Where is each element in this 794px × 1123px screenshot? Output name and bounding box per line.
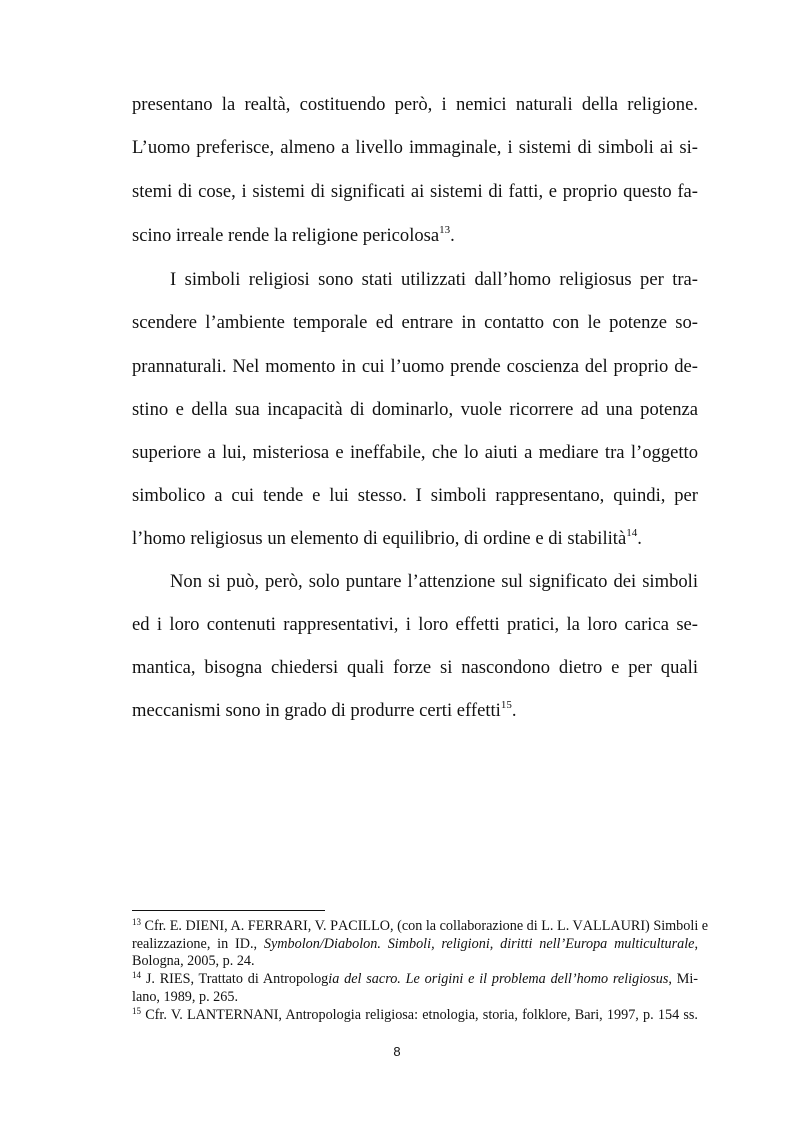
- body-line: scendere l’ambiente temporale ed entrare in contatto con le potenze so-: [132, 312, 698, 333]
- footnote-ref-14: 14: [626, 527, 638, 539]
- footnote-14-line: lano, 1989, p. 265.: [132, 989, 239, 1005]
- footnote-ref-15: 15: [500, 699, 512, 711]
- footnote-13-line: Bologna, 2005, p. 24.: [132, 953, 255, 969]
- body-line: ed i loro contenuti rappresentativi, i loro effetti pratici, la loro carica se-: [132, 614, 698, 635]
- page-number: 8: [393, 1044, 401, 1059]
- body-line: presentano la realtà, costituendo però, i nemici naturali della religione.: [132, 94, 698, 115]
- body-line: I simboli religiosi sono stati utilizzati dall’homo religiosus per tra-: [170, 269, 698, 290]
- footnote-13: $^{13}$ Cfr. E. DIENI, A. FERRARI, V. PACILLO, (con la collaborazione di L. L. VALLAURI) Simboli e: [132, 917, 709, 934]
- body-line: stino e della sua incapacità di dominarlo, vuole ricorrere ad una potenza: [132, 399, 698, 420]
- body-line: scino irreale rende la religione pericolosa$^{13}$.: [132, 224, 455, 246]
- body-line: simbolico a cui tende e lui stesso. I simboli rappresentano, quindi, per: [132, 485, 698, 506]
- body-line: prannaturali. Nel momento in cui l’uomo prende coscienza del proprio de-: [132, 356, 698, 377]
- footnote-separator: [132, 910, 325, 911]
- body-line: stemi di cose, i sistemi di significati ai sistemi di fatti, e proprio questo fa-: [132, 181, 698, 202]
- body-line: l’homo religiosus un elemento di equilibrio, di ordine e di stabilità$^{14}$.: [132, 527, 642, 549]
- footnote-13-line: realizzazione, in ID., Symbolon/Diabolon. Simboli, religioni, diritti nell’Europa multiculturale,: [132, 936, 698, 952]
- body-line: L’uomo preferisce, almeno a livello immaginale, i sistemi di simboli ai si-: [132, 137, 698, 158]
- footnote-ref-13: 13: [439, 224, 451, 236]
- body-line: meccanismi sono in grado di produrre certi effetti$^{15}$.: [132, 699, 517, 721]
- body-line: Non si può, però, solo puntare l’attenzione sul significato dei simboli: [170, 571, 698, 592]
- body-line: mantica, bisogna chiedersi quali forze si nascondono dietro e per quali: [132, 657, 698, 678]
- footnote-15: $^{15}$ Cfr. V. LANTERNANI, Antropologia religiosa: etnologia, storia, folklore, Bari, 1997, p. 154 ss.: [132, 1006, 698, 1023]
- body-line: superiore a lui, misteriosa e ineffabile, che lo aiuti a mediare tra l’oggetto: [132, 442, 698, 463]
- footnote-14: $^{14}$ J. RIES, Trattato di Antropologia del sacro. Le origini e il problema dell’homo religiosus, Mi-: [132, 970, 699, 987]
